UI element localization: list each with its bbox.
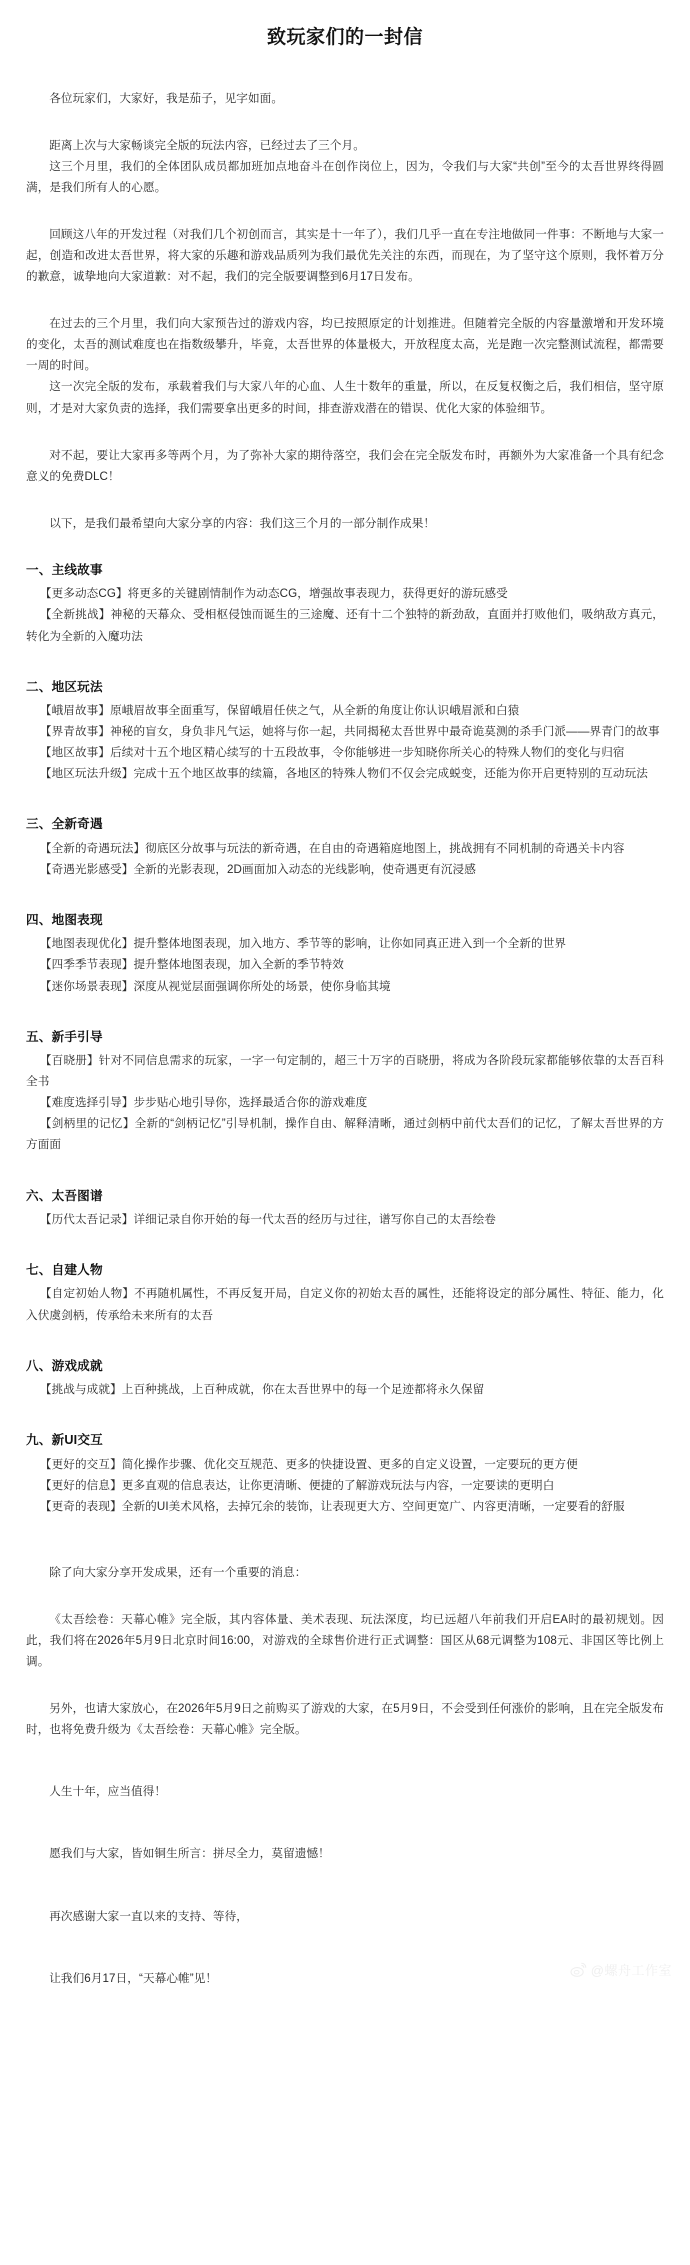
section-item: 【地区玩法升级】完成十五个地区故事的续篇，各地区的特殊人物们不仅会完成蜕变，还能为你开启更特别的互动玩法 bbox=[39, 767, 648, 781]
page-title: 致玩家们的一封信 bbox=[266, 27, 423, 48]
section-heading: 一、主线故事 bbox=[26, 562, 103, 577]
section-item: 【地区故事】后续对十五个地区精心续写的十五段故事，令你能够进一步知晓你所关心的特殊人物们的变化与归宿 bbox=[39, 746, 625, 760]
intro-paragraph-2: 距离上次与大家畅谈完全版的玩法内容，已经过去了三个月。 bbox=[49, 138, 365, 152]
intro-paragraph-4: 回顾这八年的开发过程（对我们几个初创而言，其实是十一年了），我们几乎一直在专注地做同一件事：不断地与大家一起，创造和改进太吾世界，将大家的乐趣和游戏品质列为我们最优先关注的东西，而现在，为了坚守这个原则，我怀着万分的歉意，诚挚地向大家道歉：对不起，我们的完全版要调整到6月17日发布。 bbox=[26, 227, 664, 284]
section-item: 【更好的信息】更多直观的信息表达，让你更清晰、便捷的了解游戏玩法与内容，一定要读的更明白 bbox=[39, 1478, 555, 1492]
section-item: 【四季季节表现】提升整体地图表现，加入全新的季节特效 bbox=[39, 958, 344, 972]
section-map-presentation bbox=[26, 910, 664, 1001]
closing-paragraph-6: 再次感谢大家一直以来的支持、等待， bbox=[49, 1909, 248, 1923]
section-item: 【迷你场景表现】深度从视觉层面强调你所处的场景，使你身临其境 bbox=[39, 979, 391, 993]
section-item: 【全新挑战】神秘的天幕众、受相枢侵蚀而诞生的三途魔、还有十二个独特的新劲敌，直面并打败他们，吸纳敌方真元，转化为全新的入魔功法 bbox=[26, 608, 664, 643]
section-heading: 九、新UI交互 bbox=[26, 1433, 103, 1448]
section-heading: 三、全新奇遇 bbox=[26, 817, 103, 832]
section-heading: 五、新手引导 bbox=[26, 1029, 103, 1044]
section-item: 【难度选择引导】步步贴心地引导你，选择最适合你的游戏难度 bbox=[39, 1096, 368, 1110]
section-item: 【地图表现优化】提升整体地图表现，加入地方、季节等的影响，让你如同真正进入到一个全新的世界 bbox=[39, 937, 567, 951]
section-heading: 八、游戏成就 bbox=[26, 1358, 103, 1373]
intro-paragraph-7: 对不起，要让大家再多等两个月，为了弥补大家的期待落空，我们会在完全版发布时，再额外为大家准备一个具有纪念意义的免费DLC！ bbox=[26, 448, 664, 483]
intro-paragraph-8: 以下，是我们最希望向大家分享的内容：我们这三个月的一部分制作成果！ bbox=[49, 516, 436, 530]
section-custom-character bbox=[26, 1260, 664, 1330]
section-item: 【全新的奇遇玩法】彻底区分故事与玩法的新奇遇，在自由的奇遇箱庭地图上，挑战拥有不同机制的奇遇关卡内容 bbox=[39, 841, 625, 855]
weibo-icon bbox=[570, 1961, 587, 1978]
intro-paragraph-3: 这三个月里，我们的全体团队成员都加班加点地奋斗在创作岗位上，因为，令我们与大家“共创”至今的太吾世界终得圆满，是我们所有人的心愿。 bbox=[26, 159, 664, 194]
section-region-gameplay bbox=[26, 677, 664, 789]
intro-paragraph-6: 这一次完全版的发布，承载着我们与大家八年的心血、人生十数年的重量，所以，在反复权衡之后，我们相信，坚守原则，才是对大家负责的选择，我们需要拿出更多的时间，排查游戏潜在的错误、优化大家的体验细节。 bbox=[26, 380, 664, 415]
intro-paragraph-1: 各位玩家们，大家好，我是茄子，见字如面。 bbox=[49, 91, 284, 105]
closing-paragraph-5: 愿我们与大家，皆如铜生所言：拼尽全力，莫留遗憾！ bbox=[49, 1847, 330, 1861]
section-heading: 七、自建人物 bbox=[26, 1263, 103, 1278]
section-item: 【历代太吾记录】详细记录自你开始的每一代太吾的经历与过往，谱写你自己的太吾绘卷 bbox=[39, 1212, 496, 1226]
section-item: 【奇遇光影感受】全新的光影表现，2D画面加入动态的光线影响，使奇遇更有沉浸感 bbox=[39, 862, 476, 876]
section-item: 【挑战与成就】上百种挑战，上百种成就，你在太吾世界中的每一个足迹都将永久保留 bbox=[39, 1383, 485, 1397]
closing-paragraph-4: 人生十年，应当值得！ bbox=[49, 1785, 167, 1799]
section-taiwu-atlas bbox=[26, 1186, 664, 1235]
section-achievements bbox=[26, 1356, 664, 1405]
section-item: 【自定初始人物】不再随机属性，不再反复开局，自定义你的初始太吾的属性，还能将设定的部分属性、特征、能力，化入伏虞剑柄，传承给未来所有的太吾 bbox=[26, 1287, 664, 1322]
section-new-ui bbox=[26, 1430, 664, 1521]
watermark-handle: @螺舟工作室 bbox=[590, 1962, 672, 1978]
section-item: 【百晓册】针对不同信息需求的玩家，一字一句定制的，超三十万字的百晓册，将成为各阶段玩家都能够依靠的太吾百科全书 bbox=[26, 1054, 664, 1089]
section-item: 【峨眉故事】原峨眉故事全面重写，保留峨眉任侠之气，从全新的角度让你认识峨眉派和白猿 bbox=[39, 704, 520, 717]
watermark bbox=[570, 1960, 672, 1979]
section-heading: 二、地区玩法 bbox=[26, 679, 103, 694]
closing-paragraph-3: 另外，也请大家放心，在2026年5月9日之前购买了游戏的大家，在5月9日，不会受到任何涨价的影响，且在完全版发布时，也将免费升级为《太吾绘卷：天幕心帷》完全版。 bbox=[26, 1702, 664, 1737]
letter-body bbox=[26, 59, 664, 1989]
section-new-encounters bbox=[26, 814, 664, 884]
section-heading: 四、地图表现 bbox=[26, 912, 103, 927]
closing-paragraph-2: 《太吾绘卷：天幕心帷》完全版，其内容体量、美术表现、玩法深度，均已远超八年前我们开启EA时的最初规划。因此，我们将在2026年5月9日北京时间16:00，对游戏的全球售价进行正式调整：国区从68元调整为108元、非国区等比例上调。 bbox=[26, 1612, 664, 1669]
section-main-story bbox=[26, 560, 664, 651]
closing-paragraph-7: 让我们6月17日，“天幕心帷”见！ bbox=[49, 1971, 218, 1985]
section-heading: 六、太吾图谱 bbox=[26, 1188, 103, 1203]
section-beginner-guide bbox=[26, 1027, 664, 1160]
section-item: 【更多动态CG】将更多的关键剧情制作为动态CG，增强故事表现力，获得更好的游玩感受 bbox=[39, 587, 508, 601]
section-item: 【剑柄里的记忆】全新的“剑柄记忆”引导机制，操作自由、解释清晰，通过剑柄中前代太吾们的记忆，了解太吾世界的方方面面 bbox=[26, 1117, 664, 1152]
closing-paragraph-1: 除了向大家分享开发成果，还有一个重要的消息： bbox=[49, 1565, 307, 1579]
section-item: 【更好的交互】简化操作步骤、优化交互规范、更多的快捷设置、更多的自定义设置，一定要玩的更方便 bbox=[39, 1457, 578, 1471]
section-item: 【界青故事】神秘的盲女，身负非凡气运，她将与你一起，共同揭秘太吾世界中最奇诡莫测的杀手门派——界青门的故事 bbox=[39, 725, 660, 739]
section-item: 【更奇的表现】全新的UI美术风格，去掉冗余的装饰，让表现更大方、空间更宽广、内容更清晰，一定要看的舒服 bbox=[39, 1499, 625, 1513]
intro-paragraph-5: 在过去的三个月里，我们向大家预告过的游戏内容，均已按照原定的计划推进。但随着完全版的内容量激增和开发环境的变化，太吾的测试难度也在指数级攀升，毕竟，太吾世界的体量极大，开放程度太高，光是跑一次完整测试流程，都需要一周的时间。 bbox=[26, 317, 664, 373]
